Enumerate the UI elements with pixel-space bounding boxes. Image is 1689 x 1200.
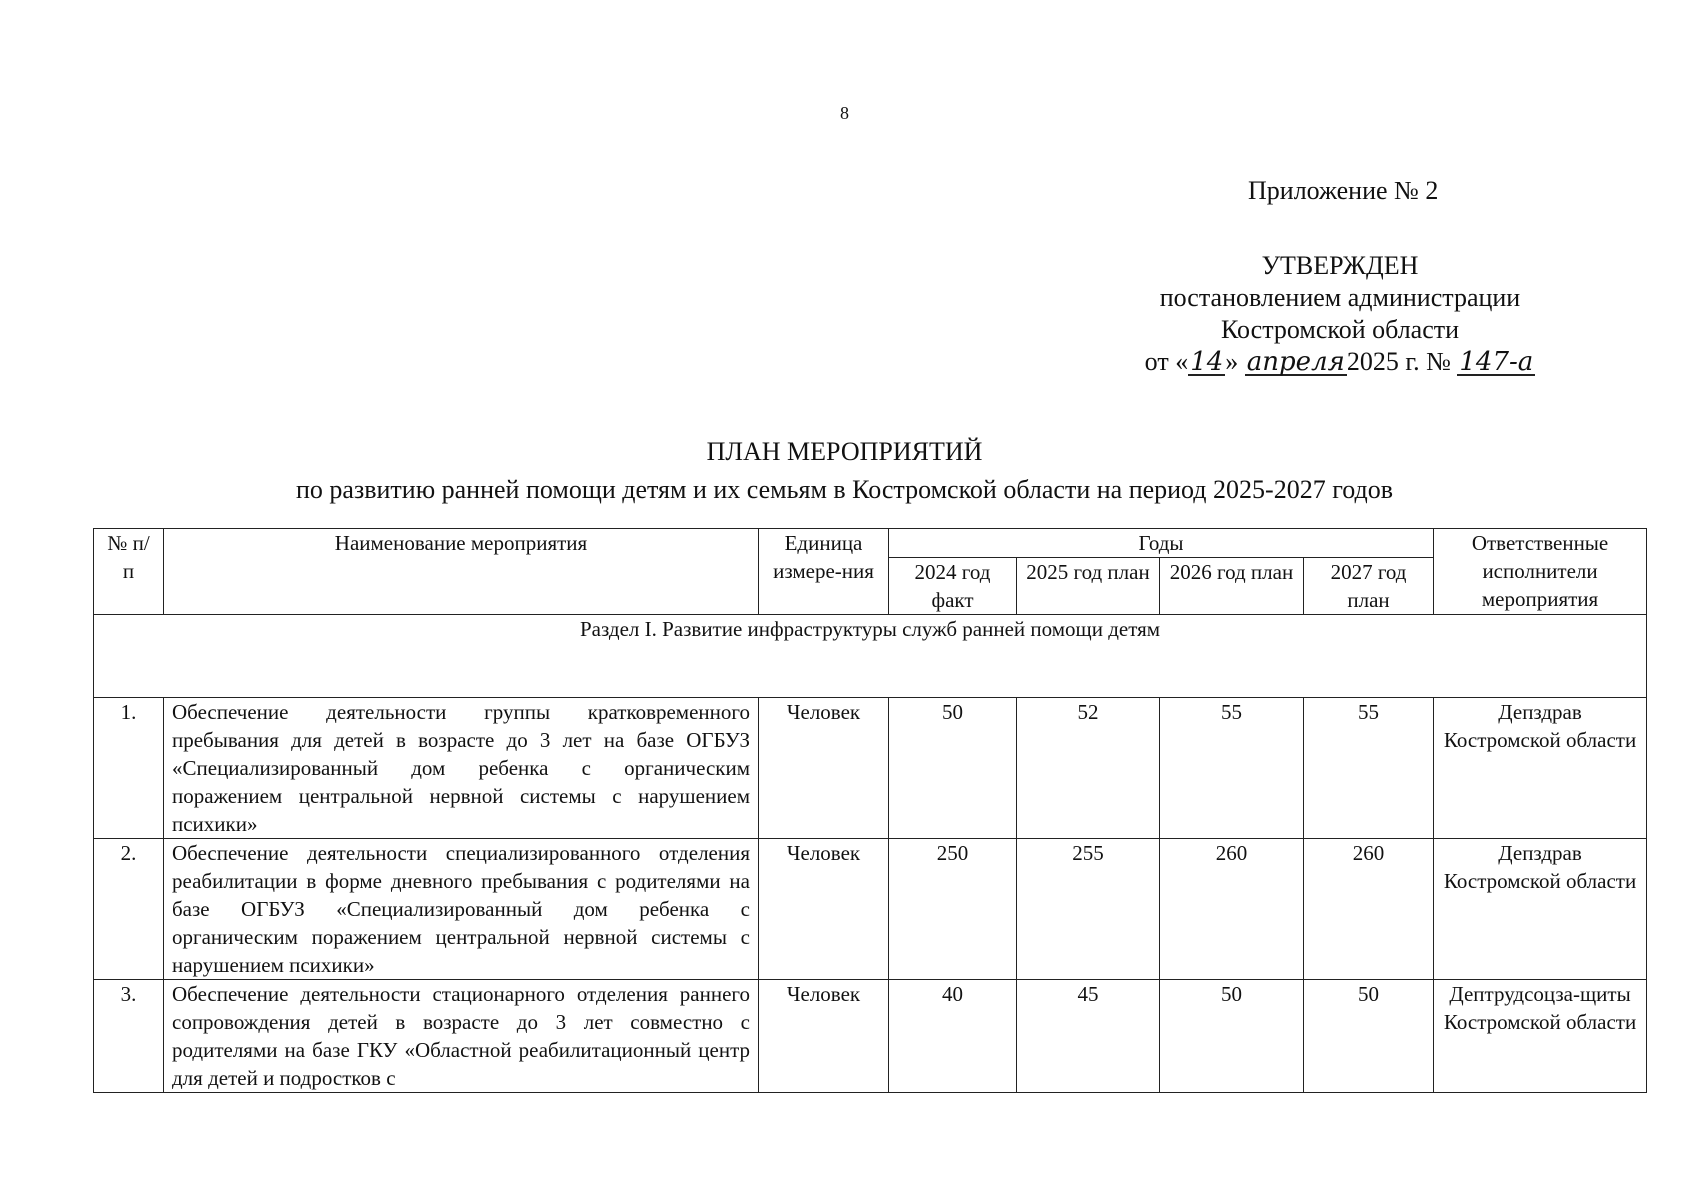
row-2027: 260 [1304, 839, 1434, 980]
row-2025: 45 [1017, 980, 1160, 1093]
row-responsible: Дептрудсоцза-щиты Костромской области [1434, 980, 1647, 1093]
plan-title: ПЛАН МЕРОПРИЯТИЙ [706, 437, 983, 466]
row-responsible: Депздрав Костромской области [1434, 839, 1647, 980]
table-row [94, 839, 1647, 980]
row-2026: 50 [1160, 980, 1304, 1093]
row-name: Обеспечение деятельности специализированного отделения реабилитации в форме дневного пребывания с родителями на базе ОГБУЗ «Специализированный дом ребенка с органическим поражением центральной нервной системы с нарушением психики» [164, 839, 759, 980]
header-num: № п/п [94, 529, 164, 615]
header-unit: Единица измере-ния [759, 529, 889, 615]
row-2027: 55 [1304, 698, 1434, 839]
row-2025: 255 [1017, 839, 1160, 980]
section-title: Раздел I. Развитие инфраструктуры служб ранней помощи детям [94, 615, 1647, 698]
row-name: Обеспечение деятельности стационарного отделения раннего сопровождения детей в возрасте до 3 лет совместно с родителями на базе ГКУ «Областной реабилитационный центр для детей и подростков с [164, 980, 759, 1093]
approval-line2: Костромской области [1220, 315, 1460, 344]
date-prefix: от « [1144, 347, 1189, 376]
table-row [94, 980, 1647, 1093]
header-2024: 2024 год факт [889, 558, 1017, 615]
header-responsible: Ответственные исполнители мероприятия [1434, 529, 1647, 615]
plan-table [93, 528, 1647, 1093]
header-name: Наименование мероприятия [164, 529, 759, 615]
row-num: 1. [94, 698, 164, 839]
row-2027: 50 [1304, 980, 1434, 1093]
approval-title: УТВЕРЖДЕН [1261, 251, 1419, 280]
header-2027: 2027 год план [1304, 558, 1434, 615]
row-num: 2. [94, 839, 164, 980]
handwritten-day: 14 [1190, 347, 1224, 377]
row-2024: 250 [889, 839, 1017, 980]
page-number: 8 [840, 103, 849, 123]
row-2025: 52 [1017, 698, 1160, 839]
date-year: 2025 г. № [1346, 347, 1451, 376]
approval-block [1100, 250, 1580, 378]
handwritten-number: 147-а [1459, 347, 1534, 377]
row-unit: Человек [759, 698, 889, 839]
row-2026: 260 [1160, 839, 1304, 980]
table-row [94, 698, 1647, 839]
handwritten-month: апреля [1246, 347, 1345, 377]
row-name: Обеспечение деятельности группы кратковременного пребывания для детей в возрасте до 3 лет на базе ОГБУЗ «Специализированный дом ребенка с органическим поражением центральной нервной системы с нарушением психики» [164, 698, 759, 839]
approval-line1: постановлением администрации [1159, 283, 1521, 312]
row-responsible: Депздрав Костромской области [1434, 698, 1647, 839]
row-num: 3. [94, 980, 164, 1093]
section-row [94, 615, 1647, 698]
header-years: Годы [889, 529, 1434, 558]
date-mid: » [1225, 347, 1239, 376]
row-2024: 40 [889, 980, 1017, 1093]
appendix-label: Приложение № 2 [1248, 176, 1439, 205]
plan-heading [0, 433, 1689, 509]
header-2026: 2026 год план [1160, 558, 1304, 615]
row-unit: Человек [759, 839, 889, 980]
approval-date-line [1100, 346, 1580, 378]
row-2024: 50 [889, 698, 1017, 839]
row-unit: Человек [759, 980, 889, 1093]
plan-subtitle: по развитию ранней помощи детям и их семьям в Костромской области на период 2025-2027 годов [296, 475, 1393, 504]
header-row-1 [94, 529, 1647, 558]
row-2026: 55 [1160, 698, 1304, 839]
header-2025: 2025 год план [1017, 558, 1160, 615]
